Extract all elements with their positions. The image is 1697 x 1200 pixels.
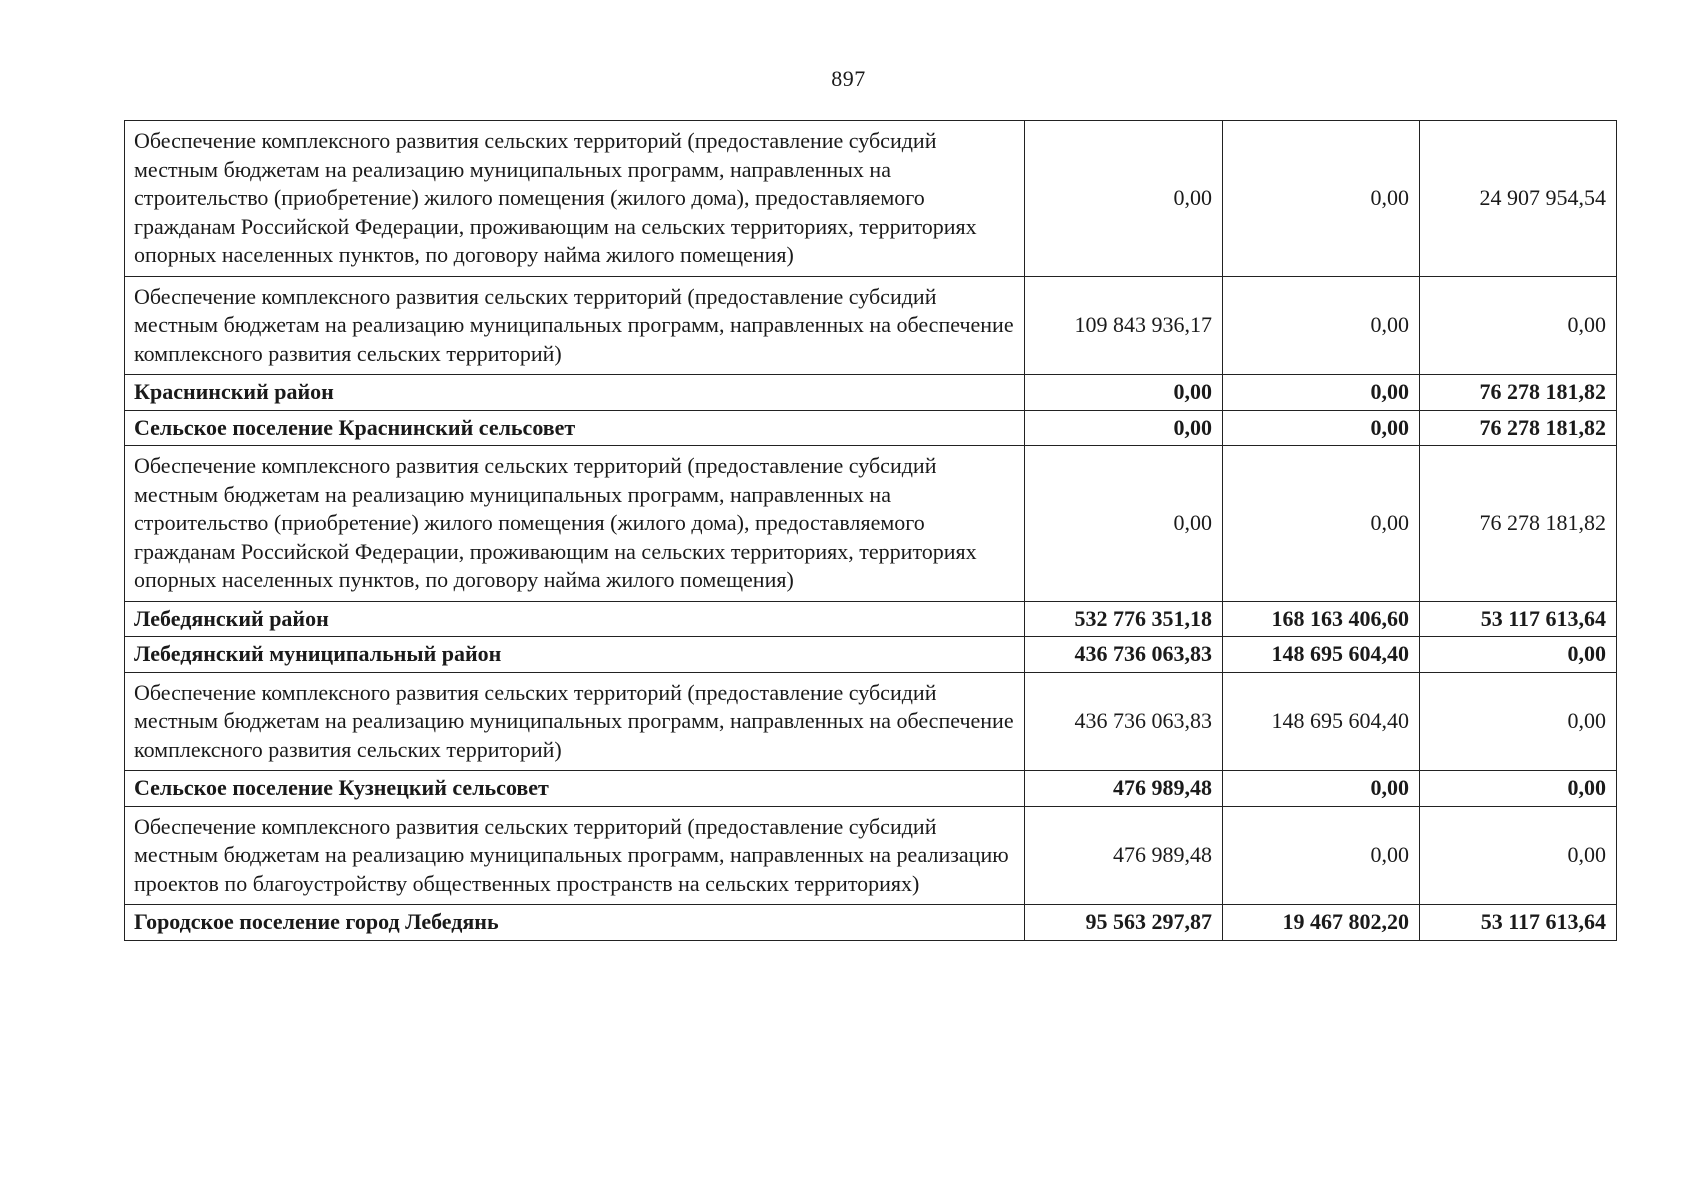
row-value-1: 0,00 <box>1025 375 1223 411</box>
row-value-1: 95 563 297,87 <box>1025 905 1223 941</box>
row-value-3: 76 278 181,82 <box>1420 410 1617 446</box>
row-value-2: 0,00 <box>1223 410 1420 446</box>
row-value-1: 0,00 <box>1025 446 1223 602</box>
row-name: Лебедянский муниципальный район <box>125 637 1025 673</box>
row-value-1: 436 736 063,83 <box>1025 672 1223 771</box>
table-row-total <box>125 410 1617 446</box>
table-row-total <box>125 375 1617 411</box>
table-row-total <box>125 601 1617 637</box>
row-name: Обеспечение комплексного развития сельских территорий (предоставление субсидий местным бюджетам на реализацию муниципальных программ, направленных на строительство (приобретение) жилого помещения (жилого дома), предоставляемого гражданам Российской Федерации, проживающим на сельских территориях, территориях опорных населенных пунктов, по договору найма жилого помещения) <box>125 446 1025 602</box>
row-value-2: 148 695 604,40 <box>1223 637 1420 673</box>
row-value-3: 0,00 <box>1420 806 1617 905</box>
row-value-3: 0,00 <box>1420 276 1617 375</box>
row-value-1: 109 843 936,17 <box>1025 276 1223 375</box>
row-value-3: 24 907 954,54 <box>1420 121 1617 277</box>
row-value-1: 532 776 351,18 <box>1025 601 1223 637</box>
row-value-1: 436 736 063,83 <box>1025 637 1223 673</box>
row-value-3: 0,00 <box>1420 771 1617 807</box>
table-row <box>125 806 1617 905</box>
row-value-2: 0,00 <box>1223 121 1420 277</box>
row-name: Краснинский район <box>125 375 1025 411</box>
row-name: Городское поселение город Лебедянь <box>125 905 1025 941</box>
row-value-2: 19 467 802,20 <box>1223 905 1420 941</box>
row-name: Обеспечение комплексного развития сельских территорий (предоставление субсидий местным бюджетам на реализацию муниципальных программ, направленных на реализацию проектов по благоустройству общественных пространств на сельских территориях) <box>125 806 1025 905</box>
table-row-total <box>125 771 1617 807</box>
row-value-3: 53 117 613,64 <box>1420 601 1617 637</box>
row-value-2: 0,00 <box>1223 771 1420 807</box>
row-value-1: 476 989,48 <box>1025 771 1223 807</box>
row-name: Обеспечение комплексного развития сельских территорий (предоставление субсидий местным бюджетам на реализацию муниципальных программ, направленных на обеспечение комплексного развития сельских территорий) <box>125 276 1025 375</box>
row-value-2: 0,00 <box>1223 375 1420 411</box>
table-row <box>125 121 1617 277</box>
row-name: Обеспечение комплексного развития сельских территорий (предоставление субсидий местным бюджетам на реализацию муниципальных программ, направленных на обеспечение комплексного развития сельских территорий) <box>125 672 1025 771</box>
row-value-1: 0,00 <box>1025 121 1223 277</box>
row-value-3: 53 117 613,64 <box>1420 905 1617 941</box>
row-value-3: 0,00 <box>1420 637 1617 673</box>
table-row-total <box>125 905 1617 941</box>
row-value-1: 0,00 <box>1025 410 1223 446</box>
row-value-3: 0,00 <box>1420 672 1617 771</box>
page-number: 897 <box>831 66 866 91</box>
table-row-total <box>125 637 1617 673</box>
table-row <box>125 672 1617 771</box>
row-name: Обеспечение комплексного развития сельских территорий (предоставление субсидий местным бюджетам на реализацию муниципальных программ, направленных на строительство (приобретение) жилого помещения (жилого дома), предоставляемого гражданам Российской Федерации, проживающим на сельских территориях, территориях опорных населенных пунктов, по договору найма жилого помещения) <box>125 121 1025 277</box>
row-value-2: 0,00 <box>1223 446 1420 602</box>
row-name: Сельское поселение Кузнецкий сельсовет <box>125 771 1025 807</box>
table-row <box>125 446 1617 602</box>
table-row <box>125 276 1617 375</box>
row-value-2: 0,00 <box>1223 276 1420 375</box>
row-value-1: 476 989,48 <box>1025 806 1223 905</box>
row-value-2: 168 163 406,60 <box>1223 601 1420 637</box>
row-name: Сельское поселение Краснинский сельсовет <box>125 410 1025 446</box>
budget-table <box>124 120 1617 941</box>
row-value-2: 0,00 <box>1223 806 1420 905</box>
row-value-3: 76 278 181,82 <box>1420 375 1617 411</box>
row-value-2: 148 695 604,40 <box>1223 672 1420 771</box>
row-value-3: 76 278 181,82 <box>1420 446 1617 602</box>
row-name: Лебедянский район <box>125 601 1025 637</box>
